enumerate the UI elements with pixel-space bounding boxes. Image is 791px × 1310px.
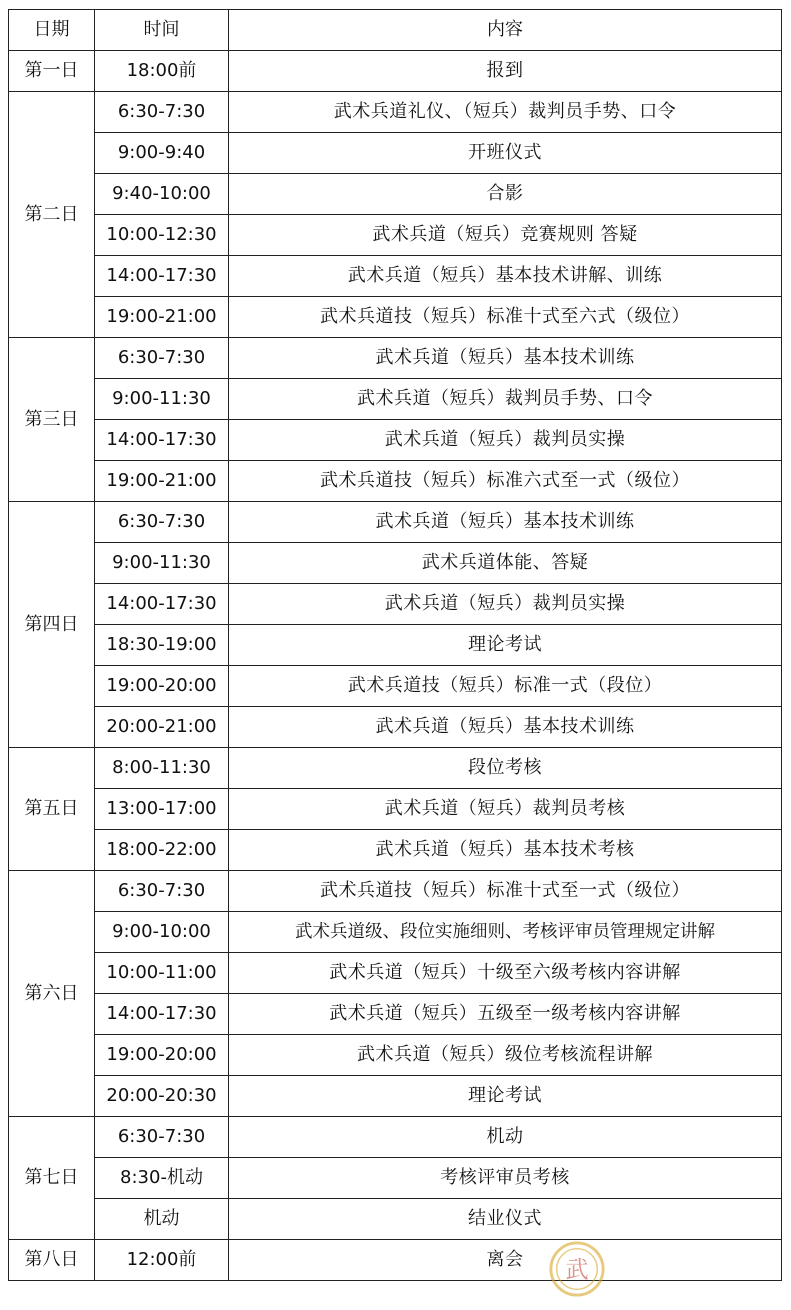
table-row xyxy=(9,461,782,502)
day-label: 第七日 xyxy=(9,1117,95,1240)
day-label: 第八日 xyxy=(9,1240,95,1281)
time-cell: 9:00-10:00 xyxy=(95,912,229,953)
time-cell: 12:00前 xyxy=(95,1240,229,1281)
time-cell: 6:30-7:30 xyxy=(95,871,229,912)
table-row xyxy=(9,1035,782,1076)
content-cell: 武术兵道（短兵）五级至一级考核内容讲解 xyxy=(229,994,782,1035)
content-cell: 武术兵道（短兵）竞赛规则 答疑 xyxy=(229,215,782,256)
table-row xyxy=(9,1158,782,1199)
table-row xyxy=(9,92,782,133)
table-row xyxy=(9,789,782,830)
content-cell: 武术兵道（短兵）基本技术讲解、训练 xyxy=(229,256,782,297)
table-row xyxy=(9,543,782,584)
content-cell: 武术兵道（短兵）裁判员手势、口令 xyxy=(229,379,782,420)
header-time: 时间 xyxy=(95,10,229,51)
time-cell: 6:30-7:30 xyxy=(95,338,229,379)
table-row xyxy=(9,748,782,789)
time-cell: 18:00前 xyxy=(95,51,229,92)
time-cell: 8:30-机动 xyxy=(95,1158,229,1199)
table-row xyxy=(9,1199,782,1240)
content-cell: 武术兵道礼仪、（短兵）裁判员手势、口令 xyxy=(229,92,782,133)
table-row xyxy=(9,133,782,174)
day-label: 第三日 xyxy=(9,338,95,502)
content-cell: 武术兵道（短兵）裁判员实操 xyxy=(229,584,782,625)
time-cell: 10:00-12:30 xyxy=(95,215,229,256)
content-cell: 武术兵道（短兵）裁判员实操 xyxy=(229,420,782,461)
time-cell: 6:30-7:30 xyxy=(95,1117,229,1158)
header-content: 内容 xyxy=(229,10,782,51)
svg-text:武: 武 xyxy=(565,1256,589,1284)
table-row xyxy=(9,297,782,338)
time-cell: 14:00-17:30 xyxy=(95,420,229,461)
time-cell: 14:00-17:30 xyxy=(95,994,229,1035)
content-cell: 武术兵道技（短兵）标准六式至一式（级位） xyxy=(229,461,782,502)
time-cell: 8:00-11:30 xyxy=(95,748,229,789)
table-row xyxy=(9,420,782,461)
time-cell: 10:00-11:00 xyxy=(95,953,229,994)
table-row xyxy=(9,830,782,871)
time-cell: 13:00-17:00 xyxy=(95,789,229,830)
time-cell: 9:40-10:00 xyxy=(95,174,229,215)
table-row xyxy=(9,338,782,379)
table-row xyxy=(9,256,782,297)
content-cell: 武术兵道（短兵）基本技术训练 xyxy=(229,338,782,379)
time-cell: 9:00-9:40 xyxy=(95,133,229,174)
table-row xyxy=(9,994,782,1035)
day-label: 第二日 xyxy=(9,92,95,338)
table-row xyxy=(9,707,782,748)
content-cell: 武术兵道（短兵）级位考核流程讲解 xyxy=(229,1035,782,1076)
time-cell: 6:30-7:30 xyxy=(95,92,229,133)
table-row xyxy=(9,625,782,666)
content-cell: 理论考试 xyxy=(229,1076,782,1117)
time-cell: 6:30-7:30 xyxy=(95,502,229,543)
time-cell: 14:00-17:30 xyxy=(95,584,229,625)
time-cell: 20:00-20:30 xyxy=(95,1076,229,1117)
table-row xyxy=(9,174,782,215)
schedule-table xyxy=(8,9,782,1281)
table-row xyxy=(9,953,782,994)
content-cell: 考核评审员考核 xyxy=(229,1158,782,1199)
content-cell: 武术兵道（短兵）基本技术考核 xyxy=(229,830,782,871)
content-cell: 武术兵道技（短兵）标准十式至六式（级位） xyxy=(229,297,782,338)
table-row xyxy=(9,1240,782,1281)
time-cell: 19:00-21:00 xyxy=(95,297,229,338)
content-cell: 机动 xyxy=(229,1117,782,1158)
content-cell: 报到 xyxy=(229,51,782,92)
time-cell: 9:00-11:30 xyxy=(95,543,229,584)
time-cell: 20:00-21:00 xyxy=(95,707,229,748)
time-cell: 14:00-17:30 xyxy=(95,256,229,297)
table-row xyxy=(9,215,782,256)
content-cell: 开班仪式 xyxy=(229,133,782,174)
content-cell: 武术兵道（短兵）基本技术训练 xyxy=(229,707,782,748)
table-row xyxy=(9,379,782,420)
day-label: 第五日 xyxy=(9,748,95,871)
content-cell: 结业仪式 xyxy=(229,1199,782,1240)
day-label: 第六日 xyxy=(9,871,95,1117)
header-date: 日期 xyxy=(9,10,95,51)
time-cell: 机动 xyxy=(95,1199,229,1240)
table-row xyxy=(9,584,782,625)
day-label: 第四日 xyxy=(9,502,95,748)
time-cell: 19:00-20:00 xyxy=(95,666,229,707)
day-label: 第一日 xyxy=(9,51,95,92)
content-cell: 武术兵道（短兵）裁判员考核 xyxy=(229,789,782,830)
content-cell: 武术兵道（短兵）十级至六级考核内容讲解 xyxy=(229,953,782,994)
time-cell: 19:00-21:00 xyxy=(95,461,229,502)
content-cell: 合影 xyxy=(229,174,782,215)
content-cell: 武术兵道技（短兵）标准十式至一式（级位） xyxy=(229,871,782,912)
time-cell: 19:00-20:00 xyxy=(95,1035,229,1076)
table-row xyxy=(9,871,782,912)
table-row xyxy=(9,666,782,707)
content-cell: 离会 xyxy=(229,1240,782,1281)
content-cell: 武术兵道技（短兵）标准一式（段位） xyxy=(229,666,782,707)
content-cell: 武术兵道体能、答疑 xyxy=(229,543,782,584)
table-row xyxy=(9,1117,782,1158)
table-row xyxy=(9,502,782,543)
table-row xyxy=(9,51,782,92)
schedule-body xyxy=(9,10,782,1281)
table-row xyxy=(9,1076,782,1117)
header-row xyxy=(9,10,782,51)
table-row xyxy=(9,912,782,953)
time-cell: 18:30-19:00 xyxy=(95,625,229,666)
content-cell: 理论考试 xyxy=(229,625,782,666)
time-cell: 9:00-11:30 xyxy=(95,379,229,420)
content-cell: 武术兵道级、段位实施细则、考核评审员管理规定讲解 xyxy=(229,912,782,953)
time-cell: 18:00-22:00 xyxy=(95,830,229,871)
content-cell: 武术兵道（短兵）基本技术训练 xyxy=(229,502,782,543)
content-cell: 段位考核 xyxy=(229,748,782,789)
